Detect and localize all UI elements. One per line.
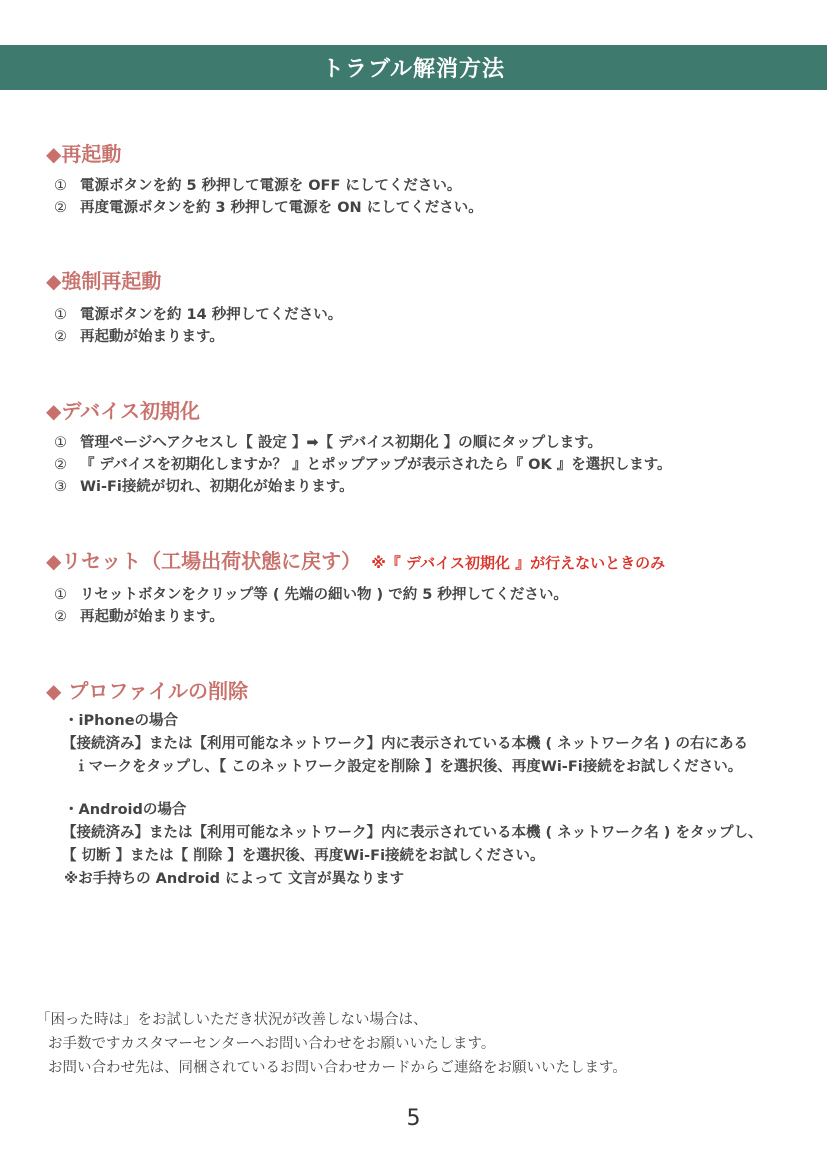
profile-delete-body: [64, 710, 762, 891]
iphone-line-1: 【接続済み】または【利用可能なネットワーク】内に表示されている本機 ( ネットワーク名 ) の右にある: [62, 736, 748, 752]
steps-factory-reset: [54, 584, 568, 628]
step-text: 再度電源ボタンを約 3 秒押して電源を ON にしてください。: [80, 200, 483, 216]
footer-line-1: 「困った時は」をお試しいただき状況が改善しない場合は、: [36, 1012, 428, 1028]
step-text: 電源ボタンを約 14 秒押してください。: [80, 307, 343, 323]
section-heading-text: ◆リセット（工場出荷状態に戻す）: [46, 549, 362, 573]
footer-line-3: お問い合わせ先は、同梱されているお問い合わせカードからご連絡をお願いいたします。: [48, 1060, 627, 1076]
step-item: [54, 326, 342, 348]
step-text: 電源ボタンを約 5 秒押して電源を OFF にしてください。: [80, 178, 462, 194]
step-item: [54, 476, 672, 498]
section-heading-factory-reset: [46, 545, 665, 574]
android-label: ・Androidの場合: [64, 802, 187, 818]
footer-line-2: お手数ですカスタマーセンターへお問い合わせをお願いいたします。: [48, 1036, 496, 1052]
step-text: 『 デバイスを初期化しますか？ 』とポップアップが表示されたら『 OK 』を選択します。: [80, 457, 672, 473]
section-heading-force-restart: ◆強制再起動: [46, 269, 162, 293]
section-heading-profile-delete: ◆ プロファイルの削除: [46, 679, 248, 703]
steps-device-init: [54, 432, 672, 498]
step-number: ②: [54, 200, 67, 216]
step-text: リセットボタンをクリップ等 ( 先端の細い物 ) で約 5 秒押してください。: [80, 587, 568, 603]
step-number: ②: [54, 329, 67, 345]
section-heading-restart: ◆再起動: [46, 142, 122, 166]
android-line-3: ※お手持ちの Android によって 文言が異なります: [64, 871, 405, 887]
step-number: ①: [54, 587, 67, 603]
iphone-label: ・iPhoneの場合: [64, 713, 179, 729]
page-number: 5: [406, 1106, 421, 1131]
section-heading-device-init: ◆デバイス初期化: [46, 399, 200, 423]
step-item: [54, 432, 672, 454]
step-number: ③: [54, 479, 67, 495]
android-line-2: 【 切断 】または【 削除 】を選択後、再度Wi-Fi接続をお試しください。: [62, 848, 545, 864]
step-item: [54, 175, 483, 197]
support-footer: [36, 1008, 627, 1080]
step-item: [54, 606, 568, 628]
page-title: トラブル解消方法: [321, 57, 506, 82]
step-item: [54, 454, 672, 476]
step-number: ①: [54, 307, 67, 323]
iphone-line-2: ｉマークをタップし、【 このネットワーク設定を削除 】を選択後、再度Wi-Fi接続をお試しください。: [74, 759, 743, 775]
step-text: 再起動が始まります。: [80, 609, 224, 625]
step-number: ②: [54, 609, 67, 625]
step-item: [54, 197, 483, 219]
step-text: 再起動が始まります。: [80, 329, 224, 345]
android-line-1: 【接続済み】または【利用可能なネットワーク】内に表示されている本機 ( ネットワーク名 ) をタップし、: [62, 825, 763, 841]
steps-force-restart: [54, 304, 342, 348]
step-text: Wi-Fi接続が切れ、初期化が始まります。: [80, 479, 354, 495]
step-number: ①: [54, 178, 67, 194]
step-item: [54, 304, 342, 326]
page-title-banner: [0, 45, 827, 90]
step-item: [54, 584, 568, 606]
step-number: ①: [54, 435, 67, 451]
step-number: ②: [54, 457, 67, 473]
steps-restart: [54, 175, 483, 219]
section-note: ※『 デバイス初期化 』が行えないときのみ: [371, 554, 666, 572]
step-text: 管理ページへアクセスし【 設定 】➡【 デバイス初期化 】の順にタップします。: [80, 435, 603, 451]
